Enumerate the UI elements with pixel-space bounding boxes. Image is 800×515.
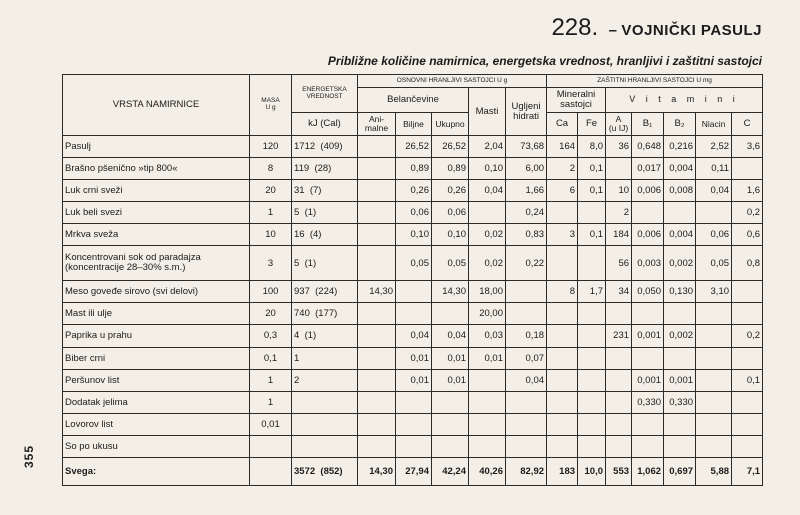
table-row	[63, 413, 763, 435]
cell-protein-total	[432, 413, 469, 435]
cell-vitamin-b2	[664, 413, 696, 435]
cell-plant-protein	[396, 303, 432, 325]
cell-vitamin-a: 231	[606, 325, 632, 347]
cell-plant-protein: 0,01	[396, 347, 432, 369]
cell-vitamin-b1: 0,006	[632, 180, 664, 202]
cell-fat	[469, 413, 506, 435]
cell-vitamin-c	[732, 303, 763, 325]
cell-fe: 0,1	[578, 180, 606, 202]
cell-vitamin-b1: 0,006	[632, 224, 664, 246]
cell-niacin: 0,04	[696, 180, 732, 202]
cell-item-name: Svega:	[63, 457, 250, 485]
cell-vitamin-a: 56	[606, 246, 632, 281]
page-number: 355	[22, 444, 36, 468]
cell-niacin	[696, 202, 732, 224]
cell-energy	[292, 347, 358, 369]
cell-fe	[578, 246, 606, 281]
header-carbs: Ugljeni hidrati	[506, 88, 547, 136]
cell-mass: 100	[250, 281, 292, 303]
cell-plant-protein	[396, 391, 432, 413]
cell-plant-protein: 0,01	[396, 369, 432, 391]
cell-vitamin-c: 0,2	[732, 325, 763, 347]
table-row-total	[63, 457, 763, 485]
cell-animal-protein	[358, 391, 396, 413]
energy-kj: 740	[294, 308, 310, 320]
cell-item-name: Meso goveđe sirovo (svi delovi)	[63, 281, 250, 303]
energy-cal: (177)	[315, 308, 338, 320]
cell-fat: 2,04	[469, 136, 506, 158]
cell-plant-protein: 0,89	[396, 158, 432, 180]
cell-ca: 6	[547, 180, 578, 202]
cell-animal-protein	[358, 158, 396, 180]
cell-vitamin-c	[732, 158, 763, 180]
cell-item-name: Peršunov list	[63, 369, 250, 391]
cell-vitamin-c: 0,2	[732, 202, 763, 224]
energy-kj: 937	[294, 286, 310, 298]
cell-niacin	[696, 391, 732, 413]
cell-vitamin-a: 36	[606, 136, 632, 158]
cell-ca	[547, 325, 578, 347]
cell-vitamin-a	[606, 435, 632, 457]
cell-vitamin-a: 553	[606, 457, 632, 485]
energy-kj: 3572	[294, 465, 316, 477]
cell-mass: 8	[250, 158, 292, 180]
cell-fat: 18,00	[469, 281, 506, 303]
header-energy: ENERGETSKA VREDNOST	[292, 75, 358, 113]
cell-fe: 0,1	[578, 224, 606, 246]
cell-plant-protein	[396, 435, 432, 457]
cell-niacin: 2,52	[696, 136, 732, 158]
cell-vitamin-b2: 0,008	[664, 180, 696, 202]
cell-animal-protein	[358, 224, 396, 246]
cell-vitamin-b2	[664, 435, 696, 457]
energy-cal: (852)	[320, 465, 343, 477]
cell-fat: 0,01	[469, 347, 506, 369]
recipe-number: 228.	[551, 14, 599, 41]
cell-ca: 8	[547, 281, 578, 303]
table-subtitle: Približne količine namirnica, energetska vrednost, hranljivi i zaštitni sastojci	[327, 54, 762, 68]
cell-ca: 2	[547, 158, 578, 180]
cell-energy	[292, 325, 358, 347]
cell-ca	[547, 303, 578, 325]
cell-niacin: 3,10	[696, 281, 732, 303]
cell-protein-total: 0,01	[432, 347, 469, 369]
energy-kj: 2	[294, 374, 300, 386]
cell-fe	[578, 435, 606, 457]
cell-protein-total	[432, 391, 469, 413]
cell-plant-protein: 26,52	[396, 136, 432, 158]
cell-ca: 164	[547, 136, 578, 158]
table-row	[63, 325, 763, 347]
cell-vitamin-a	[606, 158, 632, 180]
cell-plant-protein: 0,06	[396, 202, 432, 224]
cell-protein-total: 42,24	[432, 457, 469, 485]
cell-vitamin-b1: 0,001	[632, 369, 664, 391]
cell-vitamin-b1: 0,648	[632, 136, 664, 158]
cell-vitamin-b1	[632, 413, 664, 435]
energy-cal: (224)	[315, 286, 338, 298]
cell-carbs	[506, 413, 547, 435]
cell-vitamin-c	[732, 435, 763, 457]
cell-vitamin-a	[606, 303, 632, 325]
cell-vitamin-b2	[664, 202, 696, 224]
cell-vitamin-b2: 0,216	[664, 136, 696, 158]
cell-fat	[469, 369, 506, 391]
cell-protein-total: 26,52	[432, 136, 469, 158]
cell-vitamin-b2: 0,002	[664, 325, 696, 347]
cell-carbs: 1,66	[506, 180, 547, 202]
cell-vitamin-c: 0,1	[732, 369, 763, 391]
cell-vitamin-b2: 0,330	[664, 391, 696, 413]
cell-vitamin-b1: 0,003	[632, 246, 664, 281]
cell-plant-protein: 0,04	[396, 325, 432, 347]
cell-vitamin-b1	[632, 202, 664, 224]
cell-protein-total: 0,04	[432, 325, 469, 347]
cell-vitamin-a	[606, 413, 632, 435]
header-vitamin-b1: B₁	[632, 113, 664, 136]
cell-vitamin-a: 10	[606, 180, 632, 202]
cell-fat: 0,10	[469, 158, 506, 180]
table-body	[63, 136, 763, 486]
cell-animal-protein	[358, 369, 396, 391]
cell-plant-protein	[396, 413, 432, 435]
nutrition-table	[62, 74, 763, 486]
cell-fat: 20,00	[469, 303, 506, 325]
cell-carbs	[506, 391, 547, 413]
cell-fat: 0,02	[469, 246, 506, 281]
cell-protein-total: 0,05	[432, 246, 469, 281]
cell-vitamin-c: 3,6	[732, 136, 763, 158]
cell-animal-protein	[358, 303, 396, 325]
cell-vitamin-c: 1,6	[732, 180, 763, 202]
cell-carbs	[506, 303, 547, 325]
cell-protein-total: 0,01	[432, 369, 469, 391]
cell-animal-protein	[358, 136, 396, 158]
cell-protein-total: 14,30	[432, 281, 469, 303]
header-vitamin-b2: B₂	[664, 113, 696, 136]
header-basic-nutrients: OSNOVNI HRANLJIVI SASTOJCI U g	[358, 75, 547, 88]
header-protective-nutrients: ZAŠTITNI HRANLJIVI SASTOJCI U mg	[547, 75, 763, 88]
table-row	[63, 180, 763, 202]
cell-vitamin-a	[606, 347, 632, 369]
cell-energy	[292, 303, 358, 325]
cell-fe: 1,7	[578, 281, 606, 303]
cell-niacin: 5,88	[696, 457, 732, 485]
table-row	[63, 224, 763, 246]
cell-fe: 10,0	[578, 457, 606, 485]
cell-vitamin-c	[732, 413, 763, 435]
cell-animal-protein	[358, 435, 396, 457]
energy-cal: (28)	[314, 163, 332, 175]
recipe-title	[551, 14, 762, 42]
cell-item-name: Biber crni	[63, 347, 250, 369]
cell-animal-protein: 14,30	[358, 281, 396, 303]
cell-animal-protein	[358, 246, 396, 281]
cell-mass	[250, 435, 292, 457]
cell-vitamin-b1: 0,050	[632, 281, 664, 303]
cell-vitamin-b1: 0,001	[632, 325, 664, 347]
cell-energy	[292, 413, 358, 435]
cell-niacin: 0,06	[696, 224, 732, 246]
cell-ca	[547, 435, 578, 457]
cell-niacin	[696, 369, 732, 391]
energy-kj: 4	[294, 330, 300, 342]
cell-vitamin-b2	[664, 347, 696, 369]
cell-vitamin-a: 2	[606, 202, 632, 224]
cell-vitamin-c: 0,8	[732, 246, 763, 281]
table-row	[63, 347, 763, 369]
cell-energy	[292, 435, 358, 457]
cell-vitamin-b2: 0,002	[664, 246, 696, 281]
cell-vitamin-a: 184	[606, 224, 632, 246]
cell-energy	[292, 180, 358, 202]
cell-item-name: Koncentrovani sok od paradajza (koncentracije 28–30% s.m.)	[63, 246, 250, 281]
recipe-name: VOJNIČKI PASULJ	[621, 22, 762, 39]
cell-niacin	[696, 435, 732, 457]
cell-ca	[547, 391, 578, 413]
cell-energy	[292, 158, 358, 180]
cell-mass: 120	[250, 136, 292, 158]
header-minerals: Mineralni sastojci	[547, 88, 606, 113]
cell-carbs: 73,68	[506, 136, 547, 158]
energy-cal: (4)	[309, 229, 322, 241]
cell-energy	[292, 246, 358, 281]
header-animal-protein: Ani- malne	[358, 113, 396, 136]
cell-vitamin-b1	[632, 303, 664, 325]
cell-carbs	[506, 435, 547, 457]
cell-protein-total: 0,26	[432, 180, 469, 202]
table-row	[63, 391, 763, 413]
cell-fat: 0,04	[469, 180, 506, 202]
table-row	[63, 158, 763, 180]
cell-item-name: Dodatak jelima	[63, 391, 250, 413]
cell-item-name: So po ukusu	[63, 435, 250, 457]
cell-item-name: Lovorov list	[63, 413, 250, 435]
header-vitamin-a: A (u IJ)	[606, 113, 632, 136]
cell-mass: 10	[250, 224, 292, 246]
cell-fat: 0,03	[469, 325, 506, 347]
header-protein-total: Ukupno	[432, 113, 469, 136]
table-row	[63, 202, 763, 224]
table-row	[63, 136, 763, 158]
cell-fat: 0,02	[469, 224, 506, 246]
header-fe: Fe	[578, 113, 606, 136]
cell-carbs: 0,04	[506, 369, 547, 391]
cell-fe	[578, 325, 606, 347]
energy-kj: 5	[294, 207, 300, 219]
cell-vitamin-a	[606, 369, 632, 391]
cell-energy	[292, 369, 358, 391]
cell-mass: 1	[250, 391, 292, 413]
cell-fe	[578, 413, 606, 435]
cell-carbs: 0,24	[506, 202, 547, 224]
header-item: VRSTA NAMIRNICE	[63, 75, 250, 136]
cell-ca	[547, 202, 578, 224]
cell-carbs: 0,07	[506, 347, 547, 369]
cell-mass: 20	[250, 303, 292, 325]
energy-kj: 5	[294, 257, 300, 269]
cell-niacin	[696, 303, 732, 325]
cell-protein-total: 0,89	[432, 158, 469, 180]
header-ca: Ca	[547, 113, 578, 136]
cell-item-name: Luk beli svezi	[63, 202, 250, 224]
recipe-dash: –	[608, 22, 617, 39]
energy-kj: 16	[294, 229, 305, 241]
cell-plant-protein: 0,26	[396, 180, 432, 202]
cell-fe	[578, 347, 606, 369]
cell-fe	[578, 202, 606, 224]
cell-vitamin-c	[732, 391, 763, 413]
cell-mass	[250, 457, 292, 485]
cell-energy	[292, 391, 358, 413]
cell-ca	[547, 347, 578, 369]
cell-vitamin-c	[732, 281, 763, 303]
cell-vitamin-c: 7,1	[732, 457, 763, 485]
cell-energy	[292, 224, 358, 246]
cell-protein-total: 0,06	[432, 202, 469, 224]
cell-niacin: 0,11	[696, 158, 732, 180]
table-row	[63, 435, 763, 457]
cell-fe	[578, 391, 606, 413]
header-niacin: Niacin	[696, 113, 732, 136]
cell-animal-protein	[358, 202, 396, 224]
header-vitamin-c: C	[732, 113, 763, 136]
cell-niacin	[696, 347, 732, 369]
cell-ca	[547, 413, 578, 435]
cell-animal-protein	[358, 347, 396, 369]
cell-carbs: 0,22	[506, 246, 547, 281]
cell-mass: 0,1	[250, 347, 292, 369]
cell-vitamin-b2: 0,001	[664, 369, 696, 391]
cell-plant-protein	[396, 281, 432, 303]
cell-carbs: 0,18	[506, 325, 547, 347]
cell-vitamin-c	[732, 347, 763, 369]
energy-kj: 31	[294, 185, 305, 197]
cell-fe	[578, 369, 606, 391]
cell-vitamin-b2	[664, 303, 696, 325]
cell-vitamin-a: 34	[606, 281, 632, 303]
cell-mass: 20	[250, 180, 292, 202]
energy-cal: (7)	[309, 185, 322, 197]
cell-plant-protein: 0,10	[396, 224, 432, 246]
cell-item-name: Mast ili ulje	[63, 303, 250, 325]
cell-vitamin-b2: 0,004	[664, 158, 696, 180]
cell-ca	[547, 369, 578, 391]
energy-cal: (1)	[304, 330, 317, 342]
cell-ca: 183	[547, 457, 578, 485]
cell-ca	[547, 246, 578, 281]
cell-item-name: Brašno pšenično »tip 800«	[63, 158, 250, 180]
cell-ca: 3	[547, 224, 578, 246]
header-fats: Masti	[469, 88, 506, 136]
cell-fe: 0,1	[578, 158, 606, 180]
header-energy-units: kJ (Cal)	[292, 113, 358, 136]
header-mass: MASA U g	[250, 75, 292, 136]
cell-vitamin-b2: 0,130	[664, 281, 696, 303]
energy-cal: (1)	[304, 257, 317, 269]
cell-protein-total	[432, 303, 469, 325]
cell-carbs: 0,83	[506, 224, 547, 246]
cell-vitamin-b1: 0,017	[632, 158, 664, 180]
cell-protein-total	[432, 435, 469, 457]
energy-kj: 1	[294, 352, 300, 364]
cell-carbs	[506, 281, 547, 303]
cell-fat	[469, 435, 506, 457]
cell-energy	[292, 136, 358, 158]
cell-carbs: 6,00	[506, 158, 547, 180]
energy-kj: 119	[294, 163, 310, 175]
cell-niacin	[696, 325, 732, 347]
cell-niacin: 0,05	[696, 246, 732, 281]
cell-fe	[578, 303, 606, 325]
cell-vitamin-b2: 0,004	[664, 224, 696, 246]
cell-mass: 0,01	[250, 413, 292, 435]
table-row	[63, 303, 763, 325]
header-plant-protein: Biljne	[396, 113, 432, 136]
cell-mass: 0,3	[250, 325, 292, 347]
cell-vitamin-a	[606, 391, 632, 413]
cell-plant-protein: 27,94	[396, 457, 432, 485]
energy-cal: (1)	[304, 207, 317, 219]
cell-energy	[292, 457, 358, 485]
energy-kj: 1712	[294, 141, 316, 153]
cell-item-name: Pasulj	[63, 136, 250, 158]
cell-carbs: 82,92	[506, 457, 547, 485]
cell-fat	[469, 202, 506, 224]
header-proteins: Belančevine	[358, 88, 469, 113]
cell-item-name: Luk crni sveži	[63, 180, 250, 202]
cell-energy	[292, 281, 358, 303]
cell-vitamin-b1	[632, 347, 664, 369]
cell-plant-protein: 0,05	[396, 246, 432, 281]
table-row	[63, 246, 763, 281]
cell-animal-protein	[358, 325, 396, 347]
cell-mass: 3	[250, 246, 292, 281]
cell-vitamin-b1: 0,330	[632, 391, 664, 413]
cell-animal-protein	[358, 413, 396, 435]
header-vitamins: V i t a m i n i	[606, 88, 763, 113]
cell-item-name: Mrkva sveža	[63, 224, 250, 246]
cell-fat: 40,26	[469, 457, 506, 485]
cell-vitamin-c: 0,6	[732, 224, 763, 246]
cell-vitamin-b1: 1,062	[632, 457, 664, 485]
cell-vitamin-b1	[632, 435, 664, 457]
cell-mass: 1	[250, 369, 292, 391]
table-row	[63, 369, 763, 391]
cell-mass: 1	[250, 202, 292, 224]
cell-animal-protein: 14,30	[358, 457, 396, 485]
cell-protein-total: 0,10	[432, 224, 469, 246]
energy-cal: (409)	[320, 141, 343, 153]
table-row	[63, 281, 763, 303]
cell-animal-protein	[358, 180, 396, 202]
cell-vitamin-b2: 0,697	[664, 457, 696, 485]
cell-niacin	[696, 413, 732, 435]
cell-fe: 8,0	[578, 136, 606, 158]
cell-item-name: Paprika u prahu	[63, 325, 250, 347]
cell-energy	[292, 202, 358, 224]
cell-fat	[469, 391, 506, 413]
